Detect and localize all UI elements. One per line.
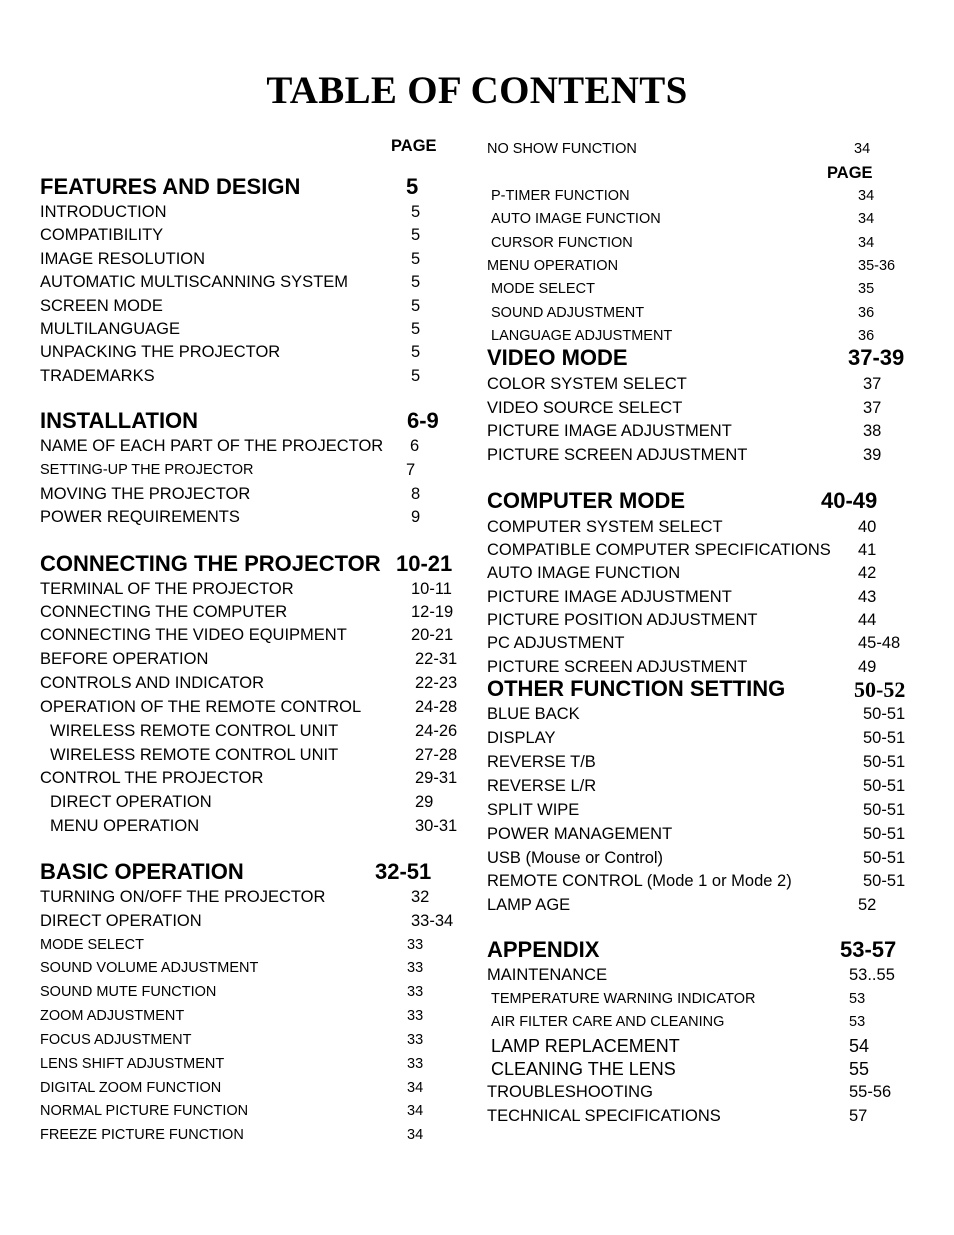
section-heading: VIDEO MODE (487, 345, 628, 370)
toc-entry-label: OPERATION OF THE REMOTE CONTROL (40, 698, 362, 716)
toc-entry-page: 41 (858, 541, 877, 559)
toc-entry-label: LAMP REPLACEMENT (491, 1036, 680, 1056)
section-heading: CONNECTING THE PROJECTOR (40, 551, 381, 576)
toc-entry-page: 34 (407, 1103, 424, 1119)
section-page: 10-21 (396, 551, 453, 576)
toc-entry-label: LANGUAGE ADJUSTMENT (491, 328, 673, 344)
section-page: 5 (406, 174, 419, 199)
section-heading: APPENDIX (487, 937, 600, 962)
toc-entry-page: 33-34 (411, 912, 454, 930)
toc-entry-label: REVERSE T/B (487, 753, 596, 771)
toc-entry-label: PC ADJUSTMENT (487, 634, 625, 652)
toc-entry-page: 12-19 (411, 603, 454, 621)
toc-entry-page: 5 (411, 273, 421, 291)
toc-entry-page: 34 (407, 1080, 424, 1096)
toc-entry-label: CONTROLS AND INDICATOR (40, 674, 264, 692)
toc-entry-page: 6 (410, 437, 420, 455)
toc-entry-page: 44 (858, 611, 877, 629)
toc-entry-page: 55-56 (849, 1083, 892, 1101)
toc-entry-label: DIRECT OPERATION (50, 793, 212, 811)
toc-entry-page: 29 (415, 793, 434, 811)
section-page: 6-9 (407, 408, 439, 433)
toc-entry-label: UNPACKING THE PROJECTOR (40, 343, 281, 361)
toc-entry-page: 50-51 (863, 705, 906, 723)
toc-entry-label: AIR FILTER CARE AND CLEANING (491, 1014, 725, 1030)
toc-entry-label: CURSOR FUNCTION (491, 235, 633, 251)
toc-entry-page: 45-48 (858, 634, 901, 652)
toc-entry-page: 50-51 (863, 729, 906, 747)
toc-entry-label: TECHNICAL SPECIFICATIONS (487, 1107, 721, 1125)
toc-entry-page: 37 (863, 399, 882, 417)
toc-entry-label: TERMINAL OF THE PROJECTOR (40, 580, 294, 598)
toc-entry-page: 34 (858, 235, 875, 251)
toc-entry-page: 49 (858, 658, 877, 676)
toc-entry-label: CONTROL THE PROJECTOR (40, 769, 264, 787)
toc-entry-page: 20-21 (411, 626, 454, 644)
toc-entry-label: POWER REQUIREMENTS (40, 508, 240, 526)
toc-entry-page: 43 (858, 588, 877, 606)
toc-entry-page: 57 (849, 1107, 868, 1125)
toc-entry-page: 33 (407, 1008, 424, 1024)
toc-entry-page: 37 (863, 375, 882, 393)
toc-entry-label: IMAGE RESOLUTION (40, 250, 206, 268)
toc-entry-page: 50-51 (863, 801, 906, 819)
toc-entry-page: 5 (411, 297, 421, 315)
toc-entry-label: INTRODUCTION (40, 203, 167, 221)
toc-entry-label: AUTO IMAGE FUNCTION (491, 211, 661, 227)
toc-entry-page: 24-26 (415, 722, 458, 740)
section-heading: OTHER FUNCTION SETTING (487, 676, 786, 701)
toc-entry-label: POWER MANAGEMENT (487, 825, 673, 843)
toc-entry-label: MODE SELECT (40, 937, 144, 953)
toc-entry-label: MENU OPERATION (50, 817, 200, 835)
toc-entry-page: 33 (407, 1032, 424, 1048)
toc-entry-label: TURNING ON/OFF THE PROJECTOR (40, 888, 326, 906)
toc-entry-label: SOUND ADJUSTMENT (491, 305, 645, 321)
toc-entry-label: SOUND MUTE FUNCTION (40, 984, 217, 1000)
toc-entry-page: 22-23 (415, 674, 458, 692)
page-column-header: PAGE (827, 164, 873, 182)
toc-entry-page: 55 (849, 1059, 870, 1079)
toc-entry-label: ZOOM ADJUSTMENT (40, 1008, 185, 1024)
toc-entry-page: 36 (858, 328, 875, 344)
toc-entry-page: 34 (407, 1127, 424, 1143)
toc-entry-label: REVERSE L/R (487, 777, 597, 795)
toc-entry-page: 53 (849, 1014, 866, 1030)
toc-entry-page: 32 (411, 888, 430, 906)
toc-entry-label: SCREEN MODE (40, 297, 163, 315)
toc-entry-page: 7 (406, 461, 416, 479)
toc-entry-label: DISPLAY (487, 729, 556, 747)
page-column-header: PAGE (391, 137, 437, 155)
toc-entry-label: MULTILANGUAGE (40, 320, 180, 338)
toc-entry-label: PICTURE POSITION ADJUSTMENT (487, 611, 758, 629)
toc-entry-label: CONNECTING THE COMPUTER (40, 603, 288, 621)
toc-entry-label: PICTURE IMAGE ADJUSTMENT (487, 588, 732, 606)
toc-entry-label: FREEZE PICTURE FUNCTION (40, 1127, 244, 1143)
toc-entry-page: 50-51 (863, 872, 906, 890)
toc-entry-label: DIRECT OPERATION (40, 912, 202, 930)
toc-entry-label: FOCUS ADJUSTMENT (40, 1032, 192, 1048)
toc-entry-page: 36 (858, 305, 875, 321)
toc-entry-label: SETTING-UP THE PROJECTOR (40, 462, 254, 478)
toc-entry-label: DIGITAL ZOOM FUNCTION (40, 1080, 222, 1096)
toc-entry-page: 39 (863, 446, 882, 464)
toc-entry-label: USB (Mouse or Control) (487, 849, 664, 867)
toc-entry-label: AUTOMATIC MULTISCANNING SYSTEM (40, 273, 349, 291)
toc-entry-page: 38 (863, 422, 882, 440)
toc-entry-page: 33 (407, 1056, 424, 1072)
page-title: TABLE OF CONTENTS (266, 69, 688, 112)
toc-entry-label: PICTURE SCREEN ADJUSTMENT (487, 446, 748, 464)
toc-entry-page: 5 (411, 320, 421, 338)
toc-entry-label: TRADEMARKS (40, 367, 155, 385)
section-page: 32-51 (375, 859, 432, 884)
toc-entry-label: VIDEO SOURCE SELECT (487, 399, 683, 417)
toc-entry-page: 40 (858, 518, 877, 536)
toc-entry-page: 5 (411, 343, 421, 361)
section-heading: BASIC OPERATION (40, 859, 244, 884)
toc-entry-label: REMOTE CONTROL (Mode 1 or Mode 2) (487, 872, 792, 890)
toc-entry-page: 54 (849, 1036, 870, 1056)
toc-entry-page: 53 (849, 991, 866, 1007)
toc-entry-page: 35 (858, 281, 875, 297)
toc-entry-label: BLUE BACK (487, 705, 580, 723)
toc-entry-label: SPLIT WIPE (487, 801, 580, 819)
toc-entry-label: NO SHOW FUNCTION (487, 141, 637, 157)
toc-entry-page: 33 (407, 984, 424, 1000)
toc-entry-page: 9 (411, 508, 421, 526)
toc-entry-page: 53..55 (849, 966, 895, 984)
toc-entry-page: 22-31 (415, 650, 458, 668)
toc-entry-label: PICTURE IMAGE ADJUSTMENT (487, 422, 732, 440)
toc-entry-label: SOUND VOLUME ADJUSTMENT (40, 960, 259, 976)
toc-entry-page: 5 (411, 203, 421, 221)
toc-entry-page: 5 (411, 250, 421, 268)
section-page: 50-52 (854, 677, 906, 702)
toc-entry-page: 34 (854, 141, 871, 157)
toc-entry-label: AUTO IMAGE FUNCTION (487, 564, 681, 582)
toc-entry-label: TEMPERATURE WARNING INDICATOR (491, 991, 756, 1007)
toc-entry-page: 50-51 (863, 777, 906, 795)
toc-entry-page: 50-51 (863, 849, 906, 867)
toc-entry-label: WIRELESS REMOTE CONTROL UNIT (50, 722, 339, 740)
toc-entry-page: 52 (858, 896, 877, 914)
toc-entry-page: 24-28 (415, 698, 458, 716)
toc-entry-page: 34 (858, 211, 875, 227)
toc-entry-page: 8 (411, 485, 421, 503)
toc-entry-label: CONNECTING THE VIDEO EQUIPMENT (40, 626, 347, 644)
toc-entry-label: LENS SHIFT ADJUSTMENT (40, 1056, 225, 1072)
section-page: 53-57 (840, 937, 897, 962)
toc-entry-page: 42 (858, 564, 877, 582)
section-heading: FEATURES AND DESIGN (40, 174, 301, 199)
toc-entry-page: 10-11 (411, 580, 452, 598)
toc-entry-label: MOVING THE PROJECTOR (40, 485, 251, 503)
toc-entry-label: BEFORE OPERATION (40, 650, 209, 668)
toc-entry-label: LAMP AGE (487, 896, 571, 914)
toc-entry-label: P-TIMER FUNCTION (491, 188, 630, 204)
section-heading: COMPUTER MODE (487, 488, 685, 513)
toc-entry-page: 27-28 (415, 746, 458, 764)
section-heading: INSTALLATION (40, 408, 199, 433)
toc-entry-page: 5 (411, 367, 421, 385)
toc-entry-page: 50-51 (863, 825, 906, 843)
toc-entry-page: 33 (407, 937, 424, 953)
toc-entry-label: NORMAL PICTURE FUNCTION (40, 1103, 249, 1119)
toc-entry-label: COMPATIBILITY (40, 226, 164, 244)
toc-entry-page: 30-31 (415, 817, 458, 835)
toc-entry-label: COMPATIBLE COMPUTER SPECIFICATIONS (487, 541, 831, 559)
toc-entry-label: PICTURE SCREEN ADJUSTMENT (487, 658, 748, 676)
toc-entry-page: 5 (411, 226, 421, 244)
toc-entry-page: 29-31 (415, 769, 458, 787)
toc-entry-label: NAME OF EACH PART OF THE PROJECTOR (40, 437, 384, 455)
toc-entry-page: 50-51 (863, 753, 906, 771)
toc-entry-label: CLEANING THE LENS (491, 1059, 676, 1079)
toc-entry-label: COLOR SYSTEM SELECT (487, 375, 687, 393)
toc-entry-label: TROUBLESHOOTING (487, 1083, 653, 1101)
section-page: 40-49 (821, 488, 878, 513)
toc-entry-label: COMPUTER SYSTEM SELECT (487, 518, 723, 536)
toc-entry-page: 33 (407, 960, 424, 976)
toc-entry-label: MODE SELECT (491, 281, 595, 297)
toc-entry-label: WIRELESS REMOTE CONTROL UNIT (50, 746, 339, 764)
toc-entry-label: MENU OPERATION (487, 258, 619, 274)
toc-entry-page: 35-36 (858, 258, 896, 274)
toc-entry-page: 34 (858, 188, 875, 204)
toc-entry-label: MAINTENANCE (487, 966, 608, 984)
section-page: 37-39 (848, 345, 905, 370)
